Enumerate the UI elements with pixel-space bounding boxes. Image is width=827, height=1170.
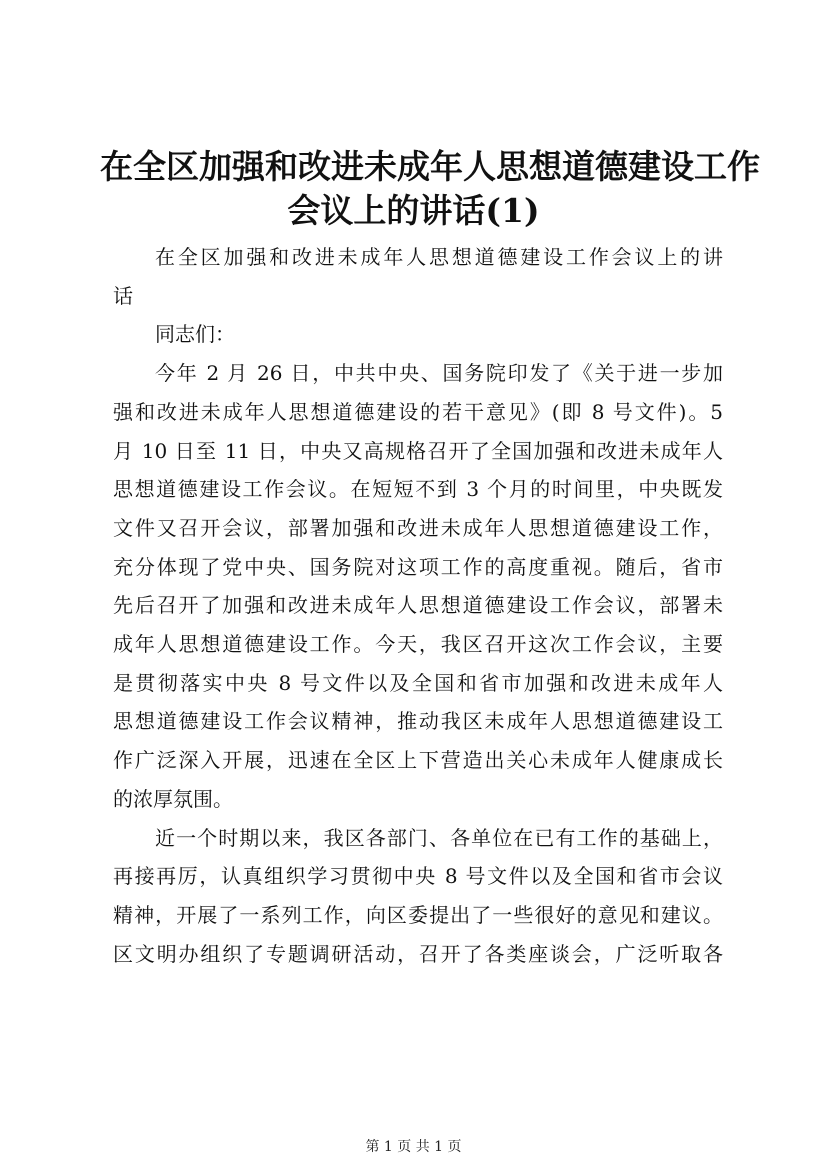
paragraph-line: 精神，开展了一系列工作，向区委提出了一些很好的意见和建议。 (113, 902, 723, 927)
paragraph-line: 先后召开了加强和改进未成年人思想道德建设工作会议，部署未 (113, 593, 723, 618)
paragraph-line: 在全区加强和改进未成年人思想道德建设工作会议上的讲 (155, 245, 723, 269)
paragraph-line: 文件又召开会议，部署加强和改进未成年人思想道德建设工作， (113, 515, 723, 540)
paragraph-line: 作广泛深入开展，迅速在全区上下营造出关心未成年人健康成长 (113, 748, 723, 773)
paragraph-line: 思想道德建设工作会议。在短短不到 3 个月的时间里，中央既发 (113, 477, 723, 502)
document-title (100, 145, 760, 233)
paragraph-line: 今年 2 月 26 日，中共中央、国务院印发了《关于进一步加 (155, 361, 723, 386)
salutation: 同志们： (155, 322, 235, 347)
paragraph-line: 思想道德建设工作会议精神，推动我区未成年人思想道德建设工 (113, 709, 723, 734)
paragraph-line: 近一个时期以来，我区各部门、各单位在已有工作的基础上， (155, 825, 723, 850)
paragraph-line: 成年人思想道德建设工作。今天，我区召开这次工作会议，主要 (113, 632, 723, 657)
paragraph-line: 再接再厉，认真组织学习贯彻中央 8 号文件以及全国和省市会议 (113, 864, 723, 889)
paragraph-line: 的浓厚氛围。 (113, 786, 233, 811)
paragraph-line: 话 (113, 283, 133, 308)
paragraph-line: 强和改进未成年人思想道德建设的若干意见》(即 8 号文件)。5 (113, 399, 723, 424)
paragraph-line: 月 10 日至 11 日，中央又高规格召开了全国加强和改进未成年人 (113, 438, 723, 463)
paragraph-line: 充分体现了党中央、国务院对这项工作的高度重视。随后，省市 (113, 554, 723, 579)
title-line-2: 会议上的讲话(1) (287, 191, 540, 230)
document-body (113, 238, 723, 973)
paragraph-line: 是贯彻落实中央 8 号文件以及全国和省市加强和改进未成年人 (113, 670, 723, 695)
paragraph-line: 区文明办组织了专题调研活动，召开了各类座谈会，广泛听取各 (113, 941, 723, 966)
title-line-1: 在全区加强和改进未成年人思想道德建设工作 (100, 147, 760, 186)
page-footer: 第 1 页 共 1 页 (365, 1139, 462, 1155)
